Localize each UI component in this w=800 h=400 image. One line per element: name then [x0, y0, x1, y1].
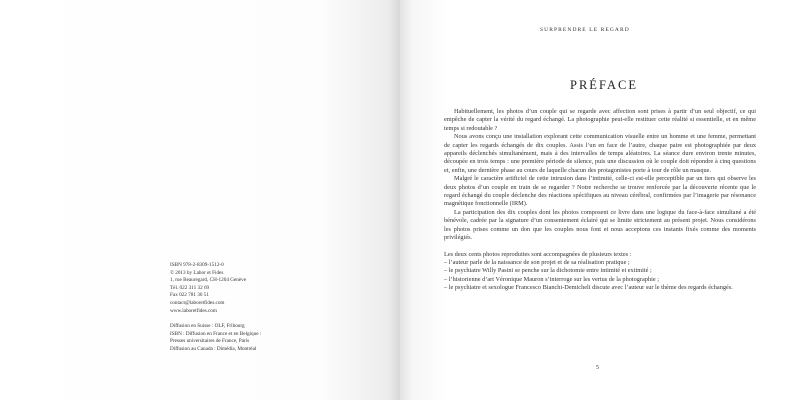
right-page: [400, 0, 800, 400]
colophon-line: Fax 022 781 30 51: [170, 292, 209, 299]
contents-list: [444, 251, 756, 293]
colophon-line: © 2013 by Labor et Fides: [170, 269, 224, 276]
colophon-gap: [170, 315, 310, 323]
list-item: – l’historienne d’art Véronique Mauron s’interroge sur les vertus de la photographie ;: [444, 275, 659, 283]
list-intro: Les deux cents photos reproduites sont accompagnées de plusieurs textes :: [444, 250, 632, 258]
colophon-line: contact@laboretfides.com: [170, 299, 225, 306]
page-number: 5: [596, 365, 599, 371]
paragraph: Habituellement, les photos d’un couple qui se regarde avec affection sont prises à partir d’un seul objectif, ce qui empêche de capter la vérité du regard échangé. La photographie peut-elle restituer cette réalité si essentielle, et en même temps si redoutable ?: [444, 108, 756, 132]
running-head: SURPRENDRE LE REGARD: [540, 27, 630, 33]
list-item: – l’auteur parle de la naissance de son projet et de sa réalisation pratique ;: [444, 258, 630, 266]
distribution-line: ISBN : Diffusion en France et en Belgique :: [170, 330, 262, 337]
colophon-line: 1, rue Beauregard, CH-1204 Genève: [170, 277, 247, 284]
chapter-title: PRÉFACE: [570, 78, 638, 92]
paragraph: Nous avons conçu une installation explorant cette communication visuelle entre un homme et une femme, permettant de capter les regards échangés de dix couples. Assis l’un en face de l’autre, chaque paire est photographiée par deux appareils déclenchés simultanément, mais à des intervalles de temps aléatoires. La séance dure environ trente minutes, découpée en trois temps : une première période de silence, puis une discussion où le couple doit répondre à cinq questions et, enfin, une dernière phase au cours de laquelle chacun des protagonistes porte à tour de rôle un masque.: [444, 133, 756, 174]
distribution-line: Diffusion au Canada : Dimédia, Montréal: [170, 345, 257, 352]
preface-body: [444, 108, 756, 293]
distribution-line: Diffusion en Suisse : OLF, Fribourg: [170, 323, 245, 330]
list-item: – le psychiatre Willy Pasini se penche sur la dichotomie entre intimité et extimité ;: [444, 267, 652, 275]
paragraph: Malgré le caractère artificiel de cette intrusion dans l’intimité, celle-ci est-elle perceptible par un tiers qui observe les deux photos d’un couple en train de se regarder ? Notre recherche se trouve renforcée par la découverte récente que le regard échangé du couple déclenche des réactions spécifiques au niveau cérébral, confirmées par l’imagerie par résonance magnétique fonctionnelle (IRM).: [444, 175, 756, 208]
colophon-line: ISBN 978-2-8309-1512-0: [170, 262, 224, 268]
list-item: – le psychiatre et sexologue Francesco Bianchi-Demicheli discute avec l’auteur sur le thème des regards échangés.: [444, 284, 733, 292]
colophon: [170, 262, 310, 354]
colophon-line: Tél. 022 311 32 69: [170, 284, 210, 291]
paragraph: La participation des dix couples dont les photos composent ce livre dans une logique du face-à-face simultané a été bénévole, cadrée par la signature d’un consentement éclairé qui se limite strictement au présent projet. Nous considérons les photos prises comme un don que les couples nous font et nous acceptons ces instants fixés comme des moments privilégiés.: [444, 208, 756, 242]
colophon-line: www.laboretfides.com: [170, 307, 217, 314]
distribution-line: Presses universitaires de France, Paris: [170, 338, 250, 345]
